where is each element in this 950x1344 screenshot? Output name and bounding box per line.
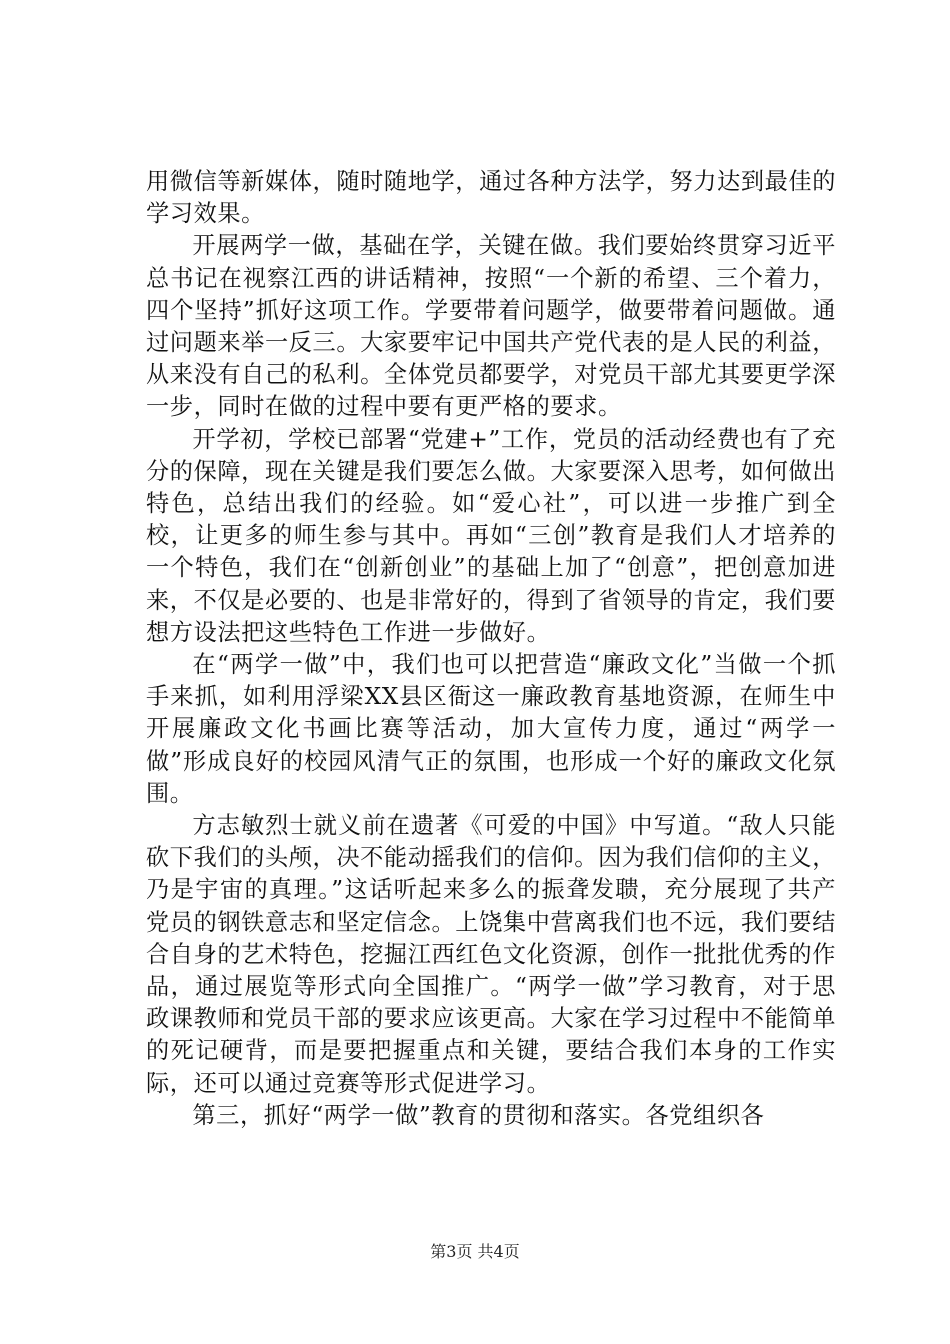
paragraph: 在“两学一做”中，我们也可以把营造“廉政文化”当做一个抓手来抓，如利用浮梁XX县区衙这一廉政教育基地资源，在师生中开展廉政文化书画比赛等活动，加大宣传力度，通过“两学一做”形成良好的校园风清气正的氛围，也形成一个好的廉政文化氛围。 xyxy=(146,651,836,807)
paragraph: 开学初，学校已部署“党建+”工作，党员的活动经费也有了充分的保障，现在关键是我们要怎么做。大家要深入思考，如何做出特色，总结出我们的经验。如“爱心社”，可以进一步推广到全校，让更多的师生参与其中。再如“三创”教育是我们人才培养的一个特色，我们在“创新创业”的基础上加了“创意”，把创意加进来，不仅是必要的、也是非常好的，得到了省领导的肯定，我们要想方设法把这些特色工作进一步做好。 xyxy=(146,425,836,646)
paragraph: 方志敏烈士就义前在遗著《可爱的中国》中写道。“敌人只能砍下我们的头颅，决不能动摇我们的信仰。因为我们信仰的主义，乃是宇宙的真理。”这话听起来多么的振聋发聩，充分展现了共产党员的钢铁意志和坚定信念。上饶集中营离我们也不远，我们要结合自身的艺术特色，挖掘江西红色文化资源，创作一批批优秀的作品，通过展览等形式向全国推广。“两学一做”学习教育，对于思政课教师和党员干部的要求应该更高。大家在学习过程中不能简单的死记硬背，而是要把握重点和关键，要结合我们本身的工作实际，还可以通过竞赛等形式促进学习。 xyxy=(146,812,836,1097)
paragraph: 开展两学一做，基础在学，关键在做。我们要始终贯穿习近平总书记在视察江西的讲话精神，按照“一个新的希望、三个着力，四个坚持”抓好这项工作。学要带着问题学，做要带着问题做。通过问题来举一反三。大家要牢记中国共产党代表的是人民的利益，从来没有自己的私利。全体党员都要学，对党员干部尤其要更学深一步，同时在做的过程中要有更严格的要求。 xyxy=(146,232,836,421)
page-number-footer: 第3页 共4页 xyxy=(430,1242,520,1261)
document-body xyxy=(146,166,836,1132)
paragraph: 第三，抓好“两学一做”教育的贯彻和落实。各党组织各 xyxy=(192,1101,765,1129)
paragraph-continuation: 用微信等新媒体，随时随地学，通过各种方法学，努力达到最佳的学习效果。 xyxy=(146,168,836,228)
